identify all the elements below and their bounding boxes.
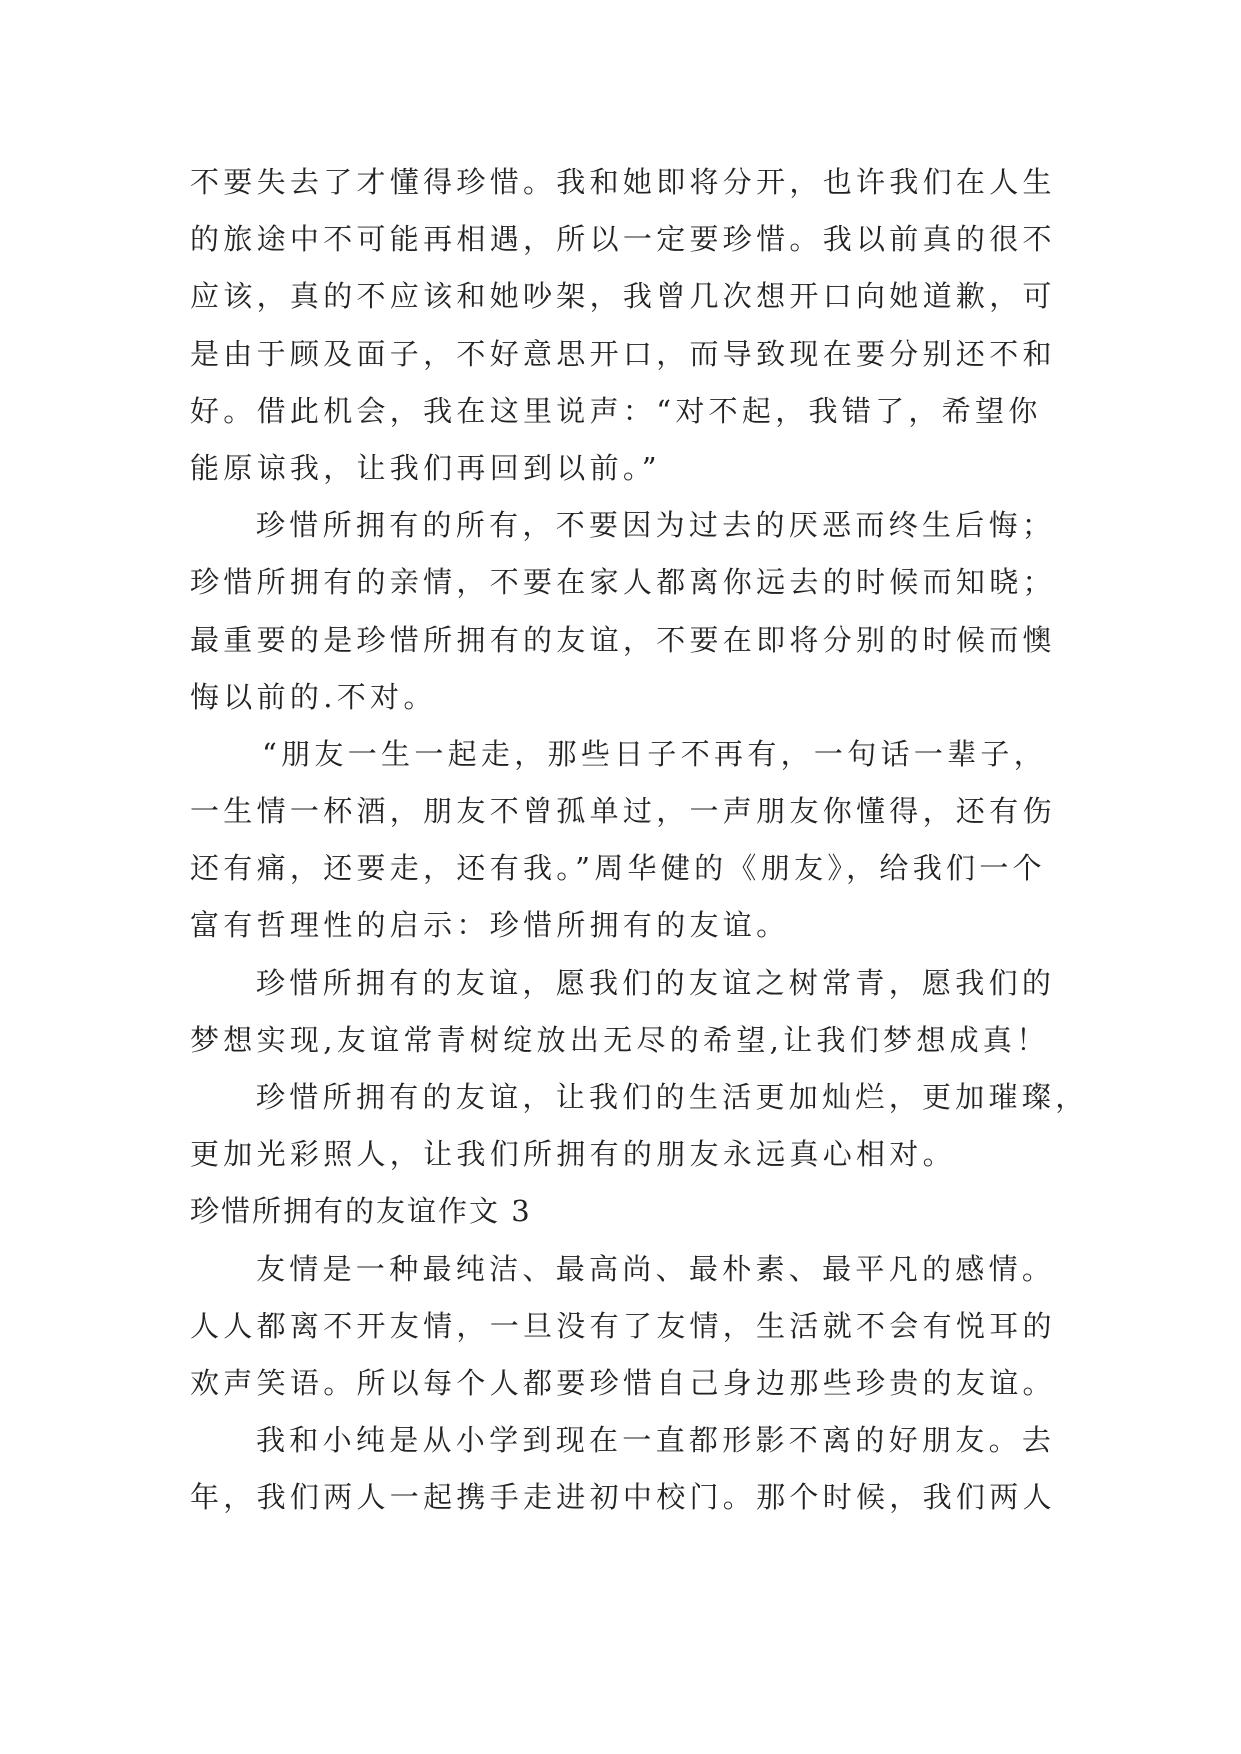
text-line: 年，我们两人一起携手走进初中校门。那个时候，我们两人 bbox=[190, 1480, 1056, 1515]
text-line: 富有哲理性的启示：珍惜所拥有的友谊。 bbox=[190, 908, 790, 943]
text-line: 还有痛，还要走，还有我。”周华健的《朋友》，给我们一个 bbox=[190, 851, 1046, 886]
document-body bbox=[190, 154, 1089, 1527]
section-heading: 珍惜所拥有的友谊作文 3 bbox=[190, 1194, 532, 1229]
text-line: 我和小纯是从小学到现在一直都形影不离的好朋友。去 bbox=[256, 1423, 1056, 1458]
text-line: 悔以前的.不对。 bbox=[190, 679, 437, 714]
text-line: 友情是一种最纯洁、最高尚、最朴素、最平凡的感情。 bbox=[256, 1251, 1056, 1286]
text-line: 珍惜所拥有的友谊，愿我们的友谊之树常青，愿我们的 bbox=[256, 965, 1056, 1000]
text-line: 能原谅我，让我们再回到以前。” bbox=[190, 450, 661, 485]
text-line: 更加光彩照人，让我们所拥有的朋友永远真心相对。 bbox=[190, 1137, 956, 1172]
text-line: 一生情一杯酒，朋友不曾孤单过，一声朋友你懂得，还有伤 bbox=[190, 794, 1056, 829]
text-line: 不要失去了才懂得珍惜。我和她即将分开，也许我们在人生 bbox=[190, 165, 1056, 199]
text-line: 梦想实现,友谊常青树绽放出无尽的希望,让我们梦想成真！ bbox=[190, 1022, 1050, 1057]
text-line: 好。借此机会，我在这里说声：“对不起，我错了，希望你 bbox=[190, 393, 1042, 428]
text-line: 应该，真的不应该和她吵架，我曾几次想开口向她道歉，可 bbox=[190, 279, 1056, 314]
text-line: 是由于顾及面子，不好意思开口，而导致现在要分别还不和 bbox=[190, 336, 1056, 371]
text-line: “朋友一生一起走，那些日子不再有，一句话一辈子， bbox=[262, 736, 1048, 771]
text-line: 人人都离不开友情，一旦没有了友情，生活就不会有悦耳的 bbox=[190, 1308, 1056, 1343]
text-line: 最重要的是珍惜所拥有的友谊，不要在即将分别的时候而懊 bbox=[190, 622, 1056, 657]
text-line: 欢声笑语。所以每个人都要珍惜自己身边那些珍贵的友谊。 bbox=[190, 1365, 1056, 1400]
text-line: 珍惜所拥有的友谊，让我们的生活更加灿烂，更加璀璨， bbox=[256, 1080, 1089, 1114]
text-line: 的旅途中不可能再相遇，所以一定要珍惜。我以前真的很不 bbox=[190, 222, 1056, 257]
text-line: 珍惜所拥有的所有，不要因为过去的厌恶而终生后悔； bbox=[256, 508, 1056, 543]
text-line: 珍惜所拥有的亲情，不要在家人都离你远去的时候而知晓； bbox=[190, 565, 1056, 600]
